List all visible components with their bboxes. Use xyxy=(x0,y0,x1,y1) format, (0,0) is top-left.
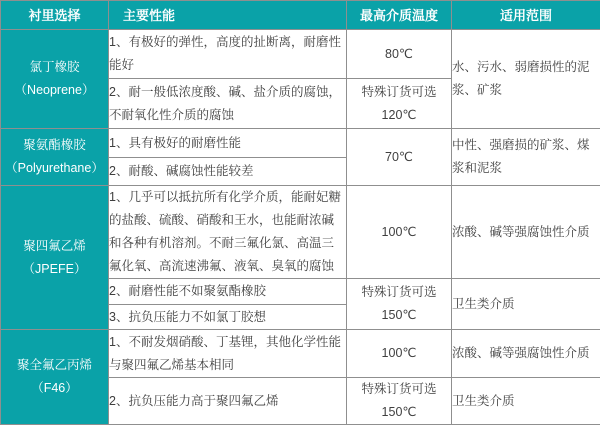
application-range-cell: 水、污水、弱磨损性的泥浆、矿浆 xyxy=(452,30,600,129)
col-header-application: 适用范围 xyxy=(452,1,600,30)
performance-cell: 1、有极好的弹性，高度的扯断离，耐磨性能好 xyxy=(109,30,347,79)
application-range-cell: 浓酸、碱等强腐蚀性介质 xyxy=(452,186,600,279)
temperature-value: 120℃ xyxy=(381,107,417,122)
material-cell xyxy=(1,330,109,425)
temperature-cell xyxy=(347,79,452,129)
temperature-cell xyxy=(347,378,452,425)
temperature-cell: 100℃ xyxy=(347,186,452,279)
performance-cell: 2、耐酸、碱腐蚀性能较差 xyxy=(109,158,347,186)
material-name: 聚四氟乙烯 xyxy=(23,238,86,253)
temperature-cell: 80℃ xyxy=(347,30,452,79)
col-header-lining: 衬里选择 xyxy=(1,1,109,30)
temperature-note: 特殊订货可选 xyxy=(361,382,437,396)
table-row xyxy=(1,330,600,378)
material-cell xyxy=(1,30,109,129)
material-name-en: （Polyurethane） xyxy=(5,161,104,175)
temperature-value: 150℃ xyxy=(381,308,417,322)
table-row xyxy=(1,186,600,279)
application-range-cell: 卫生类介质 xyxy=(452,279,600,330)
table-row xyxy=(1,129,600,158)
performance-cell: 1、具有极好的耐磨性能 xyxy=(109,129,347,158)
performance-cell: 2、抗负压能力高于聚四氟乙烯 xyxy=(109,378,347,425)
temperature-note: 特殊订货可选 xyxy=(361,84,437,99)
material-name-en: （F46） xyxy=(31,381,78,395)
performance-cell: 3、抗负压能力不如氯丁胶想 xyxy=(109,305,347,330)
col-header-performance: 主要性能 xyxy=(109,1,347,30)
application-range-cell: 卫生类介质 xyxy=(452,378,600,425)
temperature-cell xyxy=(347,279,452,330)
application-range-cell: 中性、强磨损的矿浆、煤浆和泥浆 xyxy=(452,129,600,186)
table-row xyxy=(1,30,600,79)
material-name-en: （Neoprene） xyxy=(14,83,95,97)
material-name: 氯丁橡胶 xyxy=(29,60,80,74)
temperature-cell: 100℃ xyxy=(347,330,452,378)
performance-cell: 1、不耐发烟硝酸、丁基锂，其他化学性能与聚四氟乙烯基本相同 xyxy=(109,330,347,378)
temperature-value: 150℃ xyxy=(381,405,417,419)
application-range-cell: 浓酸、碱等强腐蚀性介质 xyxy=(452,330,600,378)
material-cell xyxy=(1,129,109,186)
material-name-en: （JPEFE） xyxy=(22,261,87,276)
performance-cell: 1、几乎可以抵抗所有化学介质，能耐妃糖的盐酸、硫酸、硝酸和王水，也能耐浓碱和各种有机溶剂。不耐三氟化氯、高温三氟化氧、高流速沸氟、液氧、臭氧的腐蚀 xyxy=(109,186,347,279)
performance-cell: 2、耐磨性能不如聚氨酯橡胶 xyxy=(109,279,347,305)
col-header-max-temp: 最高介质温度 xyxy=(347,1,452,30)
material-name: 聚全氟乙丙烯 xyxy=(16,358,92,372)
header-row xyxy=(1,1,600,30)
material-cell xyxy=(1,186,109,330)
temperature-cell: 70℃ xyxy=(347,129,452,186)
temperature-note: 特殊订货可选 xyxy=(361,285,437,299)
material-name: 聚氨酯橡胶 xyxy=(23,138,86,152)
performance-cell: 2、耐一般低浓度酸、碱、盐介质的腐蚀，不耐氧化性介质的腐蚀 xyxy=(109,79,347,129)
